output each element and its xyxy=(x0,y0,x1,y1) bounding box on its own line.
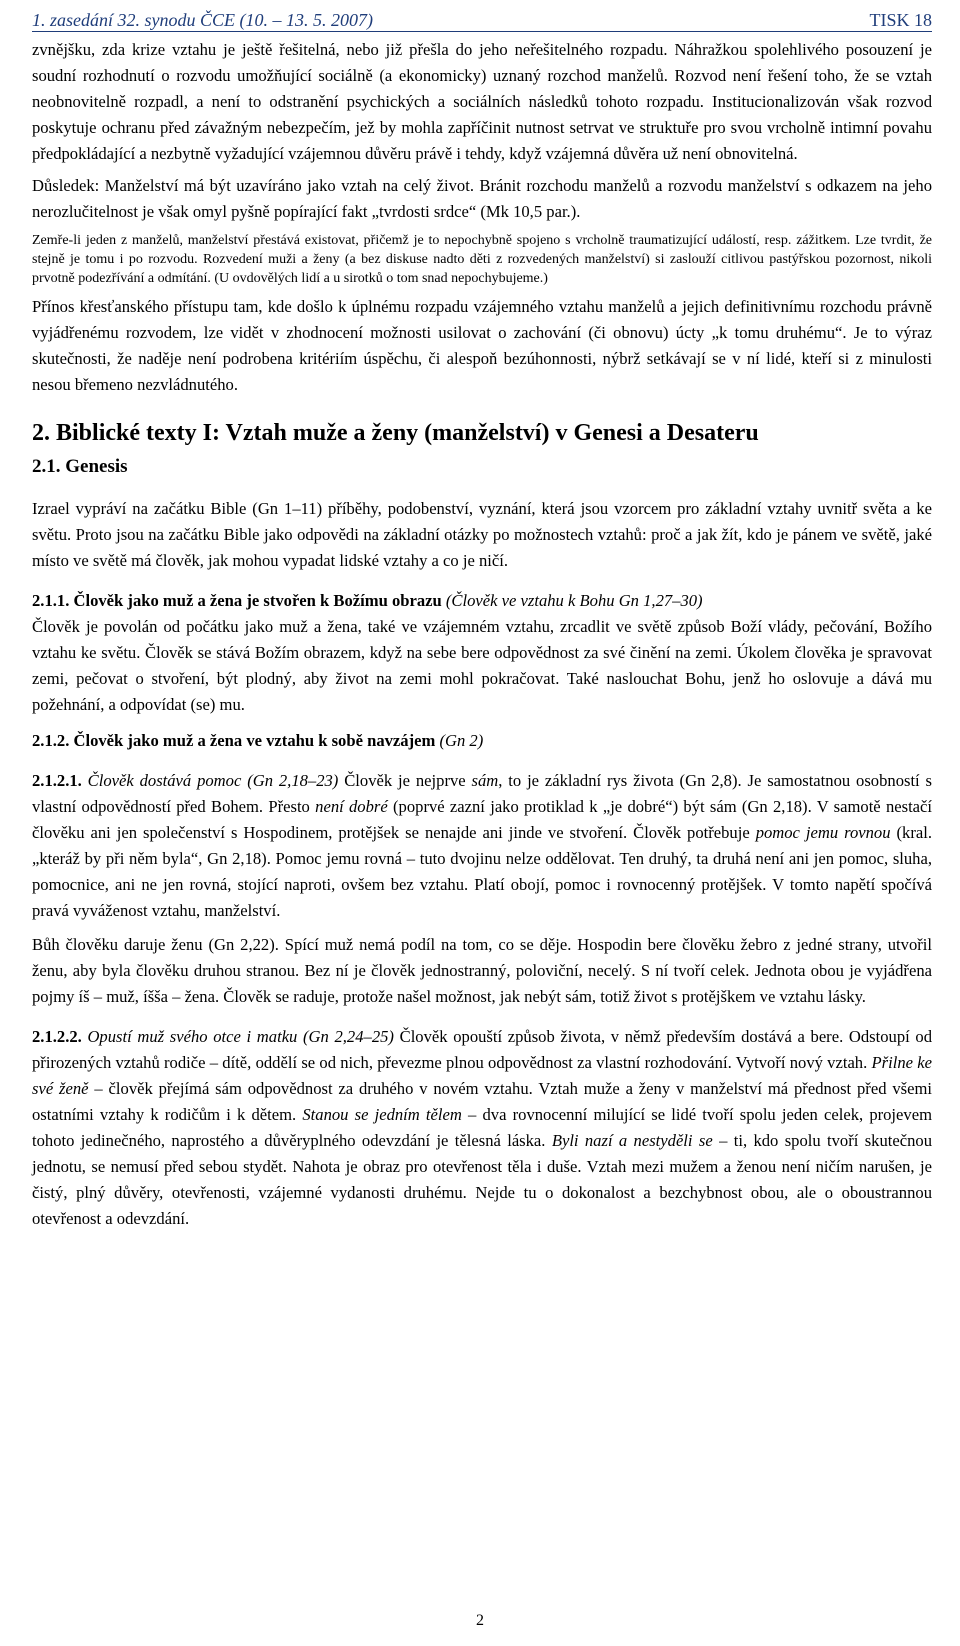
section-heading-2-1: 2.1. Genesis xyxy=(32,456,128,477)
section-2-1-2-1-title: Člověk dostává pomoc (Gn 2,18–23) xyxy=(87,771,339,790)
paragraph-god-gives-woman: Bůh člověku daruje ženu (Gn 2,22). Spící muž nemá podíl na tom, co se děje. Hospodin bere člověku žebro z jedné strany, utvořil ženu, aby byla člověku druhou stranou. Bez ní je člověk jednostranný, poloviční, necelý. S ní tvoří celek. Jednota obou je vyjádřena pojmy íš – muž, íšša – žena. Člověk se raduje, protože našel možnost, jak nebýt sám, totiž život s protějškem ve vztahu lásky. xyxy=(32,935,932,1006)
emphasis-run: Byli nazí a nestyděli se xyxy=(551,1131,713,1150)
section-heading-2: 2. Biblické texty I: Vztah muže a ženy (manželství) v Genesi a Desateru xyxy=(32,420,759,446)
header-session-title: 1. zasedání 32. synodu ČCE (10. – 13. 5. 2007) xyxy=(32,10,373,30)
section-2-1-1 xyxy=(32,588,932,718)
section-2-1-2-2 xyxy=(32,1024,932,1232)
text-run: – dva rovnocenní milující se lidé tvoří spolu jeden celek, projevem tohoto jedinečného, naprostého a důvěryplného odevzdání je tělesná láska. xyxy=(32,1105,932,1150)
section-2-1-2-reference: (Gn 2) xyxy=(439,731,484,750)
section-2-1-2-1-number: 2.1.2.1. xyxy=(32,771,82,790)
section-2-1-2-1 xyxy=(32,768,932,924)
paragraph-consequence: Důsledek: Manželství má být uzavíráno jako vztah na celý život. Bránit rozchodu manželů a rozvodu manželství s odkazem na jeho nerozlučitelnost je však omyl pyšně popírající fakt „tvrdosti srdce“ (Mk 10,5 par.). xyxy=(32,176,932,221)
emphasis-run: pomoc jemu rovnou xyxy=(755,823,891,842)
section-2-1-1-title: 2.1.1. Člověk jako muž a žena je stvořen k Božímu obrazu xyxy=(32,591,442,610)
page-number: 2 xyxy=(476,1612,484,1629)
text-run: Člověk opouští způsob života, v němž především dostává a bere. Odstoupí od přirozených vztahů rodiče – dítě, oddělí se od nich, převezme plnou odpovědnost za vlastní rozhodování. Vytvoří nový vztah. xyxy=(32,1027,932,1072)
emphasis-run: není dobré xyxy=(315,797,388,816)
text-run: Člověk je nejprve xyxy=(344,771,466,790)
emphasis-run: Přilne ke své ženě xyxy=(32,1053,933,1098)
emphasis-run: Stanou se jedním tělem xyxy=(302,1105,462,1124)
text-run: , to je základní rys života (Gn 2,8). Je samostatnou osobností s vlastní odpovědností před Bohem. Přesto xyxy=(32,771,932,816)
paragraph-genesis-intro: Izrael vypráví na začátku Bible (Gn 1–11) příběhy, podobenství, vyznání, která jsou vzorcem pro základní vztahy uvnitř světa a ke světu. Proto jsou na začátku Bible jako odpovědi na základní otázky po možnostech vztahů: proč a jak žít, kdo je pánem ve světě, jaké místo ve světě má člověk, jak mohou vypadat lidské vztahy a co je ničí. xyxy=(32,499,932,570)
paragraph-christian-approach: Přínos křesťanského přístupu tam, kde došlo k úplnému rozpadu vzájemného vztahu manželů a jejich definitivnímu rozchodu právně vyjádřenému rozvodem, lze vidět v zhodnocení možnosti usilovat o zachování (či obnovu) úcty „k tomu druhému“. Je to výraz skutečnosti, že naděje není podrobena kritériím úspěchu, či alespoň bezúhonnosti, nýbrž setkávají se v ní lidé, kteří si z minulosti nesou břemeno nezvládnutého. xyxy=(32,297,932,394)
section-2-1-1-text: Člověk je povolán od počátku jako muž a žena, také ve vzájemném vztahu, zrcadlit ve světě způsob Boží vlády, pečování, Božího vztahu ke světu. Člověk se stává Božím obrazem, když na sebe bere odpovědnost za své činění na zemi. Úkolem člověka je spravovat zemi, pečovat o stvoření, být plodný, aby život na zemi mohl pokračovat. Také naslouchat Bohu, jenž ho oslovuje a dává mu požehnání, a odpovídat (se) mu. xyxy=(32,617,932,714)
emphasis-run: sám xyxy=(471,771,499,790)
text-run: (kral. „kteráž by při něm byla“, Gn 2,18). Pomoc jemu rovná – tuto dvojinu nelze oddělovat. Ten druhý, ta druhá není ani jen pomoc, sluha, pomocnice, ani ne jen rovná, stojící naproti, ovšem bez vztahu. Platí obojí, pomoc i rovnocenný protějšek. V tomto napětí spočívá pravá vyváženost vztahu, manželství. xyxy=(32,823,932,920)
section-2-1-2-2-title: Opustí muž svého otce i matku (Gn 2,24–25) xyxy=(87,1027,394,1046)
paragraph-note-small: Zemře-li jeden z manželů, manželství přestává existovat, přičemž je to nepochybně spojeno s vrcholně traumatizující událostí, resp. zážitkem. Lze tvrdit, že stejně je tomu i po rozvodu. Rozvedení muži a ženy (a bez diskuse nadto děti z rozvedených manželství) si zaslouží citlivou pastýřskou pozornost, nikoli prvotně podezřívání a odmítání. (U ovdovělých lidí a u sirotků o tom snad nepochybujeme.) xyxy=(32,233,932,286)
text-run: (poprvé zazní jako protiklad k „je dobré“) být sám (Gn 2,18). V samotě nestačí člověku ani jen společenství s Hospodinem, protějšek se nenajde ani jinde ve stvoření. Člověk potřebuje xyxy=(32,797,933,842)
section-2-1-2-title: 2.1.2. Člověk jako muž a žena ve vztahu k sobě navzájem xyxy=(32,731,436,750)
page-header xyxy=(32,0,932,32)
section-2-1-1-reference: (Člověk ve vztahu k Bohu Gn 1,27–30) xyxy=(445,591,703,610)
section-2-1-2-2-number: 2.1.2.2. xyxy=(32,1027,82,1046)
header-print-number: TISK 18 xyxy=(869,10,932,30)
text-run: – ti, kdo spolu tvoří skutečnou jednotu, se nemusí před sebou stydět. Nahota je obraz pro otevřenost těla i duše. Vztah mezi mužem a ženou není ničím narušen, je čistý, plný důvěry, otevřenosti, vzájemné vydanosti druhému. Nejde tu o dokonalost a bezchybnost obou, ale o oboustrannou otevřenost a odevzdání. xyxy=(32,1131,932,1228)
section-2-1-2 xyxy=(32,728,932,754)
paragraph-divorce-intro: zvnějšku, zda krize vztahu je ještě řešitelná, nebo již přešla do jeho neřešitelného rozpadu. Náhražkou spolehlivého posouzení je soudní rozhodnutí o rozvodu umožňující sociálně (a ekonomicky) uznaný rozchod manželů. Rozvod není řešení toho, že se vztah neobnovitelně rozpadl, a není to odstranění psychických a sociálních následků tohoto rozpadu. Institucionalizován však rozvod poskytuje ochranu před závažným nebezpečím, jež by mohla zapříčinit nutnost setrvat ve struktuře pro svou vrcholně intimní povahu předpokládající a nezbytně vyžadující vzájemnou důvěru právě i tehdy, když vzájemná důvěra už není obnovitelná. xyxy=(32,40,932,163)
text-run: – člověk přejímá sám odpovědnost za druhého v novém vztahu. Vztah muže a ženy v manželství má přednost před všemi ostatními vztahy k rodičům i k dětem. xyxy=(32,1079,932,1124)
